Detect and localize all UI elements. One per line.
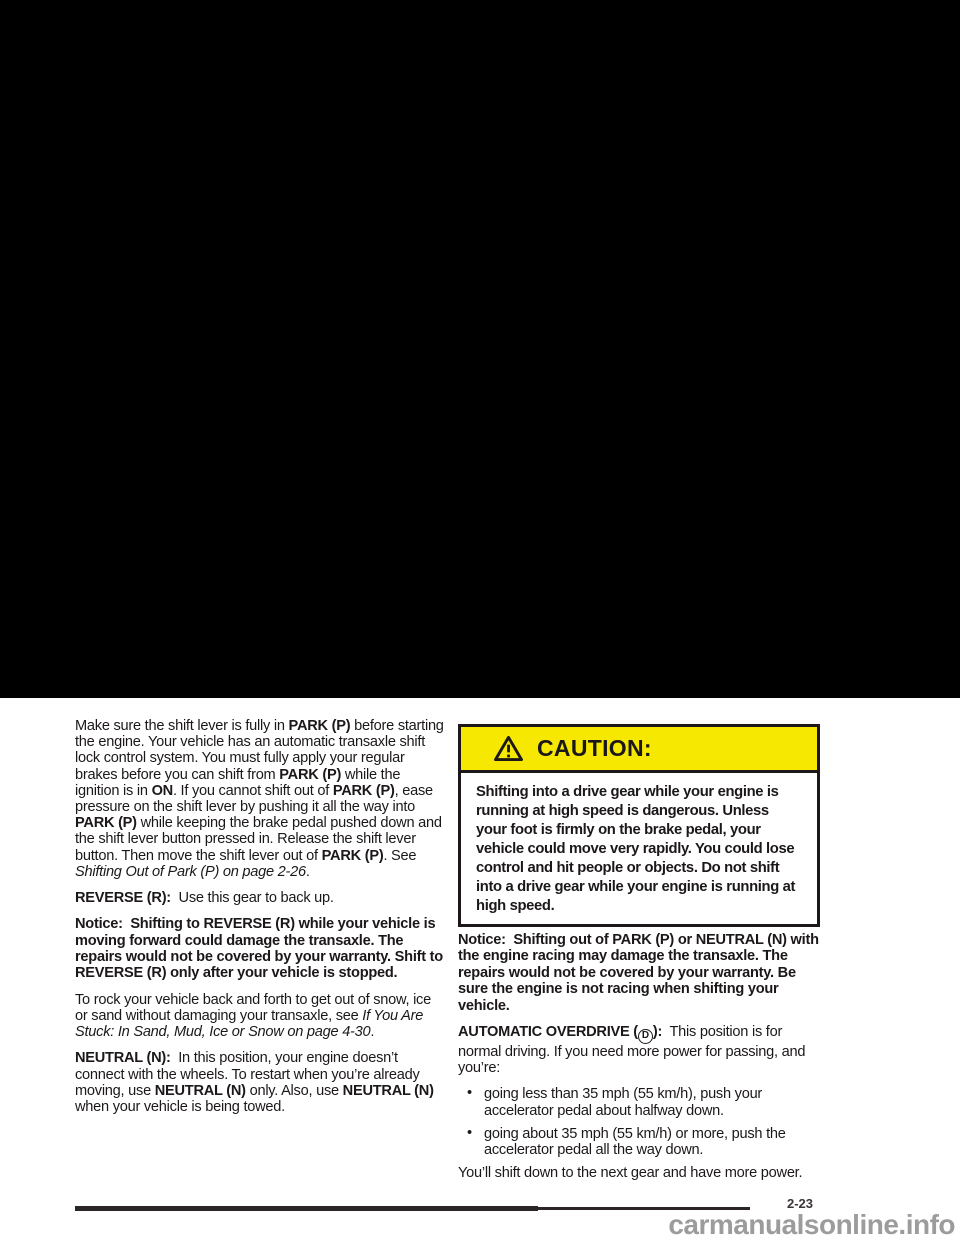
left-text-column	[75, 713, 447, 1125]
para-neutral: NEUTRAL (N): In this position, your engine doesn’t connect with the wheels. To restart when you’re already moving, use NEUTRAL (N) only. Also, use NEUTRAL (N) when your vehicle is being towed.	[75, 1050, 434, 1116]
bullet-over-35mph: • going about 35 mph (55 km/h) or more, push the accelerator pedal all the way down.	[458, 1126, 820, 1158]
right-text-column	[458, 713, 820, 1191]
right-column-paragraphs	[458, 932, 820, 1076]
footer-rule-thick	[75, 1206, 538, 1211]
caution-title: CAUTION:	[537, 735, 652, 762]
bullet-under-35mph: • going less than 35 mph (55 km/h), push your accelerator pedal about halfway down.	[458, 1086, 820, 1118]
page-number: 2-23	[787, 1196, 814, 1211]
caution-box	[458, 724, 820, 927]
watermark-text: carmanualsonline.info	[668, 1209, 955, 1240]
notice-park-neutral: Notice: Shifting out of PARK (P) or NEUTRAL (N) with the engine racing may damage the transaxle. The repairs would not be covered by your warranty. Be sure the engine is not racing when shifting your vehicle.	[458, 932, 819, 1014]
para-reverse: REVERSE (R): Use this gear to back up.	[75, 890, 334, 907]
warning-triangle-icon	[493, 735, 524, 762]
notice-reverse: Notice: Shifting to REVERSE (R) while your vehicle is moving forward could damage the transaxle. The repairs would not be covered by your warranty. Shift to REVERSE (R) only after your vehicle is stopped.	[75, 916, 443, 982]
caution-header	[461, 727, 817, 773]
para-shift-lock: Make sure the shift lever is fully in PARK (P) before starting the engine. Your vehicle has an automatic transaxle shift lock control system. You must fully apply your regular brakes before you can shift from PARK (P) while the ignition is in ON. If you cannot shift out of PARK (P), ease pressure on the shift lever by pushing it all the way into PARK (P) while keeping the brake pedal pushed down and the shift lever button pressed in. Release the shift lever button. Then move the shift lever out of PARK (P). See Shifting Out of Park (P) on page 2-26.	[75, 718, 444, 880]
overdrive-symbol-icon: D	[638, 1029, 653, 1044]
overdrive-bullet-list	[458, 1086, 820, 1158]
para-shift-down: You’ll shift down to the next gear and have more power.	[458, 1165, 803, 1182]
caution-body: Shifting into a drive gear while your engine is running at high speed is dangerous. Unless your foot is firmly on the brake pedal, your vehicle could move very rapidly. You could lose control and hit people or objects. Do not shift into a drive gear while your engine is running at high speed.	[476, 784, 796, 914]
para-automatic-overdrive: AUTOMATIC OVERDRIVE ( D ): This position is for normal driving. If you need more power for passing, and you’re:	[458, 1024, 806, 1077]
para-rock-vehicle: To rock your vehicle back and forth to get out of snow, ice or sand without damaging your transaxle, see If You Are Stuck: In Sand, Mud, Ice or Snow on page 4-30.	[75, 991, 431, 1041]
